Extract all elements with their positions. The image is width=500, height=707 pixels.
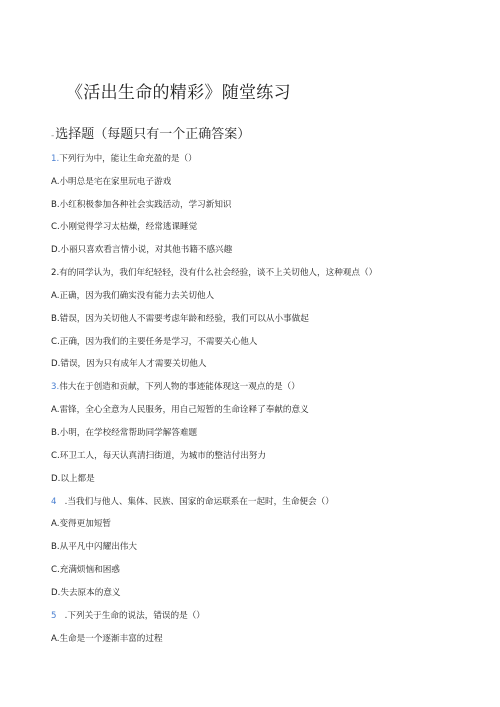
option-line	[51, 313, 309, 325]
line-text: D.小丽只喜欢看言情小说，对其他书籍不感兴趣	[51, 245, 233, 255]
line-text: B.小明，在学校经常帮助同学解答难题	[51, 428, 198, 438]
question-number: 4	[51, 497, 57, 507]
line-text: D.以上都是	[51, 474, 95, 484]
page-title: 《活出生命的精彩》随堂练习	[66, 83, 291, 103]
question-2-stem	[51, 267, 377, 279]
question-3-stem	[51, 381, 300, 393]
question-1-stem	[51, 153, 197, 165]
line-text: .下列关于生命的说法，错误的是（）	[56, 611, 205, 621]
option-line	[51, 564, 120, 576]
option-line	[51, 290, 214, 302]
option-line	[51, 221, 197, 233]
line-text: D.失去原本的意义	[51, 588, 121, 598]
option-line	[51, 633, 163, 645]
option-line	[51, 450, 266, 462]
question-4-stem	[51, 496, 334, 508]
line-text: .当我们与他人、集体、民族、国家的命运联系在一起时，生命便会（）	[56, 497, 334, 507]
option-line	[51, 427, 197, 439]
option-line	[51, 518, 111, 530]
line-text: C.正确，因为我们的主要任务是学习，不需要关心他人	[51, 337, 258, 347]
option-line	[51, 199, 232, 211]
line-text: 2.有的同学认为，我们年纪轻轻，没有什么社会经验，谈不上关切他人，这种观点（）	[51, 268, 378, 278]
line-text: A.雷锋，全心全意为人民服务，用自己短暂的生命诠释了奉献的意义	[51, 405, 309, 415]
line-text: A.变得更加短暂	[51, 519, 112, 529]
option-line	[51, 244, 232, 256]
option-line	[51, 541, 137, 553]
option-line	[51, 358, 206, 370]
line-text: B.从平凡中闪耀出伟大	[51, 542, 137, 552]
section-label: 选择题（每题只有一个正确答案）	[55, 127, 251, 142]
line-text: A.生命是一个逐渐丰富的过程	[51, 634, 163, 644]
option-line	[51, 404, 309, 416]
line-text: A.小明总是宅在家里玩电子游戏	[51, 177, 172, 187]
option-line	[51, 176, 171, 188]
line-text: 下列行为中，能让生命充盈的是（）	[59, 154, 197, 164]
line-text: B.错误，因为关切他人不需要考虑年龄和经验，我们可以从小事做起	[51, 314, 309, 324]
line-text: C.小刚觉得学习太枯燥，经常逃课睡觉	[51, 222, 198, 232]
line-text: A.正确，因为我们确实没有能力去关切他人	[51, 291, 215, 301]
section-heading	[51, 123, 250, 142]
question-number: 3.	[51, 382, 60, 392]
option-line	[51, 473, 95, 485]
line-text: D.错误，因为只有成年人才需要关切他人	[51, 359, 207, 369]
option-line	[51, 336, 257, 348]
line-text: B.小红积极参加各种社会实践活动，学习新知识	[51, 200, 232, 210]
question-number: 1.	[51, 154, 60, 164]
option-line	[51, 587, 121, 599]
line-text: 伟大在于创造和贡献，下列人物的事迹能体现这一观点的是（）	[59, 382, 300, 392]
question-5-stem	[51, 610, 205, 622]
line-text: C.环卫工人，每天认真清扫街道，为城市的整洁付出努力	[51, 451, 266, 461]
question-number: 5	[51, 611, 57, 621]
line-text: C.充满烦恼和困惑	[51, 565, 120, 575]
section-dash: -	[51, 131, 55, 141]
